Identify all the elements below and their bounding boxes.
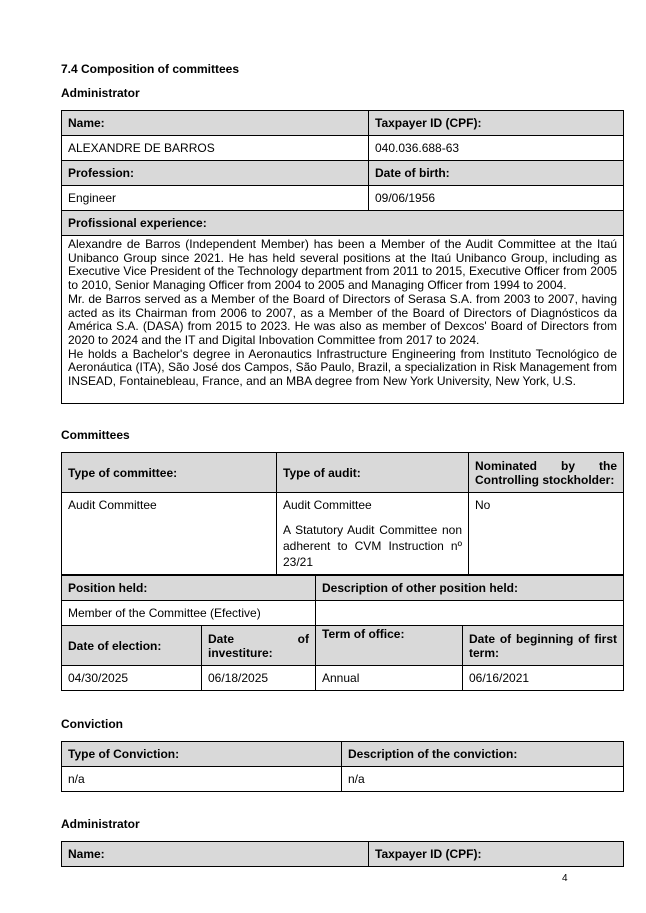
experience-paragraph: Alexandre de Barros (Independent Member) has been a Member of the Audit Committee at the Itaú Unibanco Group since 2021. He has held several positions at the Itaú Unibanco Group, including as Executive Vice President of the Technology department from 2011 to 2015, Executive Officer from 2005 to 2010, Senior Managing Officer from 2004 to 2005 and Managing Officer from 1994 to 2004.	[68, 237, 617, 293]
position-value: Member of the Committee (Efective)	[62, 601, 316, 626]
investiture-value: 06/18/2025	[202, 666, 316, 691]
type-audit-value-1: Audit Committee	[283, 498, 372, 512]
experience-paragraph: Mr. de Barros served as a Member of the Board of Directors of Serasa S.A. from 2003 to 2007, having acted as its Chairman from 2006 to 2007, as a Member of the Board of Directors of Diagnósticos da América S.A. (DASA) from 2015 to 2023. He was also as member of Dexcos' Board of Directors from 2020 to 2024 and the IT and Digital Inbovation Committee from 2017 to 2024.	[68, 291, 617, 347]
conviction-type-label: Type of Conviction:	[62, 742, 342, 767]
term-value: Annual	[316, 666, 463, 691]
committees-table-1	[61, 452, 624, 575]
committees-table-2	[61, 575, 624, 626]
type-audit-value	[277, 493, 469, 575]
administrator2-heading: Administrator	[61, 817, 140, 831]
cpf-label-2: Taxpayer ID (CPF):	[369, 842, 624, 867]
dob-value: 09/06/1956	[369, 186, 624, 211]
election-label: Date of election:	[62, 626, 202, 666]
conviction-description-label: Description of the conviction:	[342, 742, 624, 767]
conviction-table	[61, 741, 624, 792]
section-title: 7.4 Composition of committees	[61, 62, 240, 76]
investiture-label: Date of investiture:	[202, 626, 316, 666]
term-label: Term of office:	[316, 626, 463, 666]
name-value: ALEXANDRE DE BARROS	[62, 136, 369, 161]
other-position-value	[316, 601, 624, 626]
cpf-value: 040.036.688-63	[369, 136, 624, 161]
type-committee-label: Type of committee:	[62, 453, 277, 493]
experience-label: Profissional experience:	[62, 211, 624, 236]
conviction-heading: Conviction	[61, 717, 123, 731]
type-committee-value: Audit Committee	[62, 493, 277, 575]
nominated-label: Nominated by the Controlling stockholder:	[469, 453, 624, 493]
cpf-label: Taxpayer ID (CPF):	[369, 111, 624, 136]
type-audit-label: Type of audit:	[277, 453, 469, 493]
profession-value: Engineer	[62, 186, 369, 211]
name-label-2: Name:	[62, 842, 369, 867]
page-number: 4	[562, 873, 568, 884]
experience-paragraph: He holds a Bachelor's degree in Aeronautics Infrastructure Engineering from Instituto Tecnológico de Aeronáutica (ITA), São José dos Campos, São Paulo, Brazil, a specialization in Risk Management from INSEAD, Fontainebleau, France, and an MBA degree from New York University, New York, U.S.	[68, 346, 617, 389]
experience-text	[62, 236, 624, 404]
position-label: Position held:	[62, 576, 316, 601]
nominated-value: No	[469, 493, 624, 575]
administrator-table	[61, 110, 624, 404]
committees-heading: Committees	[61, 428, 130, 442]
first-term-value: 06/16/2021	[463, 666, 624, 691]
name-label: Name:	[62, 111, 369, 136]
first-term-label: Date of beginning of first term:	[463, 626, 624, 666]
conviction-description-value: n/a	[342, 767, 624, 792]
election-value: 04/30/2025	[62, 666, 202, 691]
conviction-type-value: n/a	[62, 767, 342, 792]
administrator-heading: Administrator	[61, 86, 140, 100]
type-audit-value-2: A Statutory Audit Committee non adherent to CVM Instruction nº 23/21	[283, 523, 462, 569]
administrator2-table	[61, 841, 624, 867]
committees-table-3	[61, 625, 624, 691]
profession-label: Profession:	[62, 161, 369, 186]
other-position-label: Description of other position held:	[316, 576, 624, 601]
dob-label: Date of birth:	[369, 161, 624, 186]
